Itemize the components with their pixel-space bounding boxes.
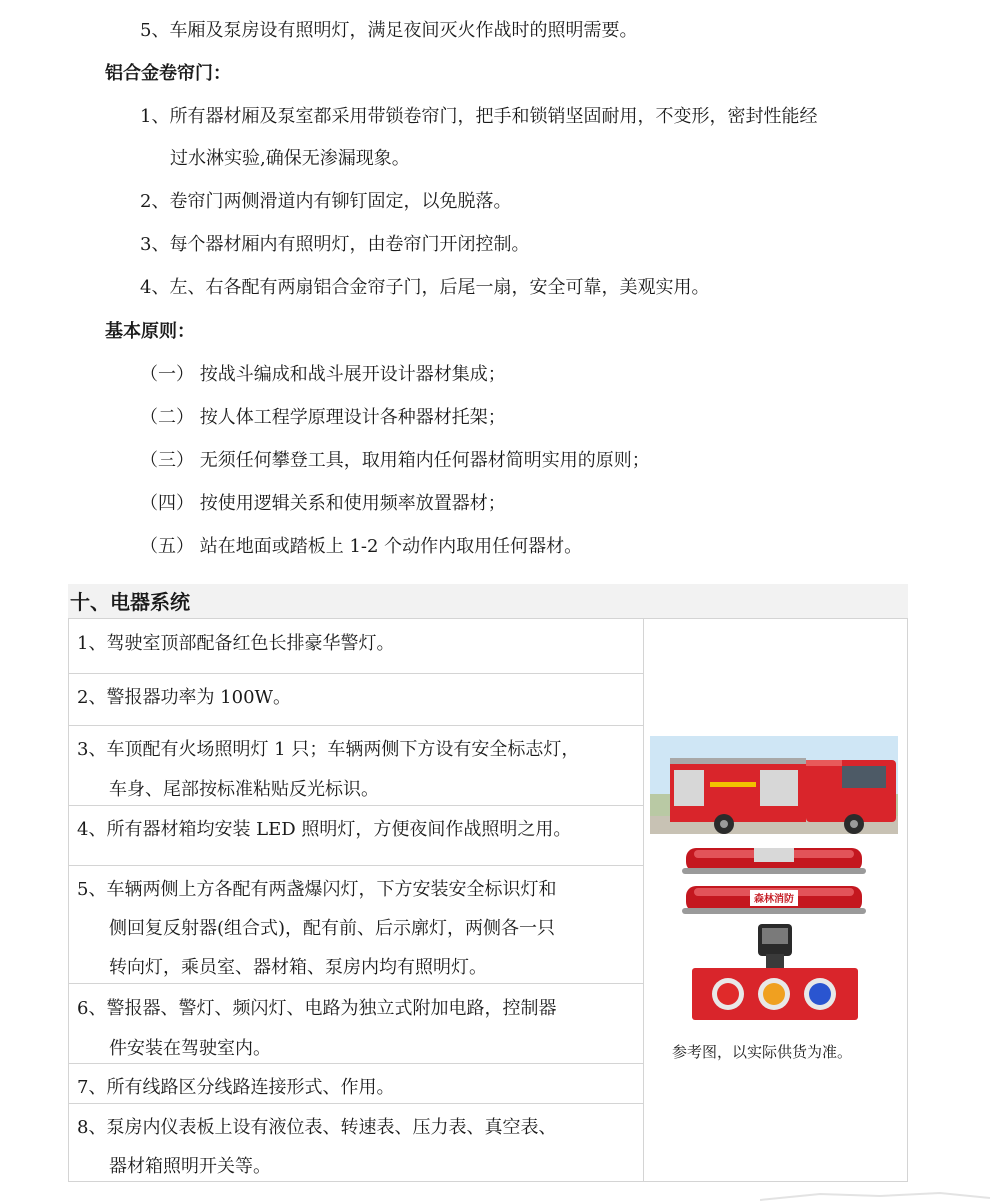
table-row-8-line1: 8、泵房内仪表板上设有液位表、转速表、压力表、真空表、 bbox=[77, 1117, 557, 1138]
roller-door-heading: 铝合金卷帘门： bbox=[105, 63, 231, 84]
roller-door-item-4: 4、左、右各配有两扇铝合金帘子门，后尾一扇，安全可靠，美观实用。 bbox=[140, 277, 710, 298]
roller-door-item-1-line2: 过水淋实验,确保无渗漏现象。 bbox=[170, 148, 410, 169]
table-row-7-line1: 7、所有线路区分线路连接形式、作用。 bbox=[77, 1077, 395, 1098]
table-row-8-line2: 器材箱照明开关等。 bbox=[109, 1156, 271, 1177]
table-row-5-line3: 转向灯，乘员室、器材箱、泵房内均有照明灯。 bbox=[109, 957, 487, 978]
intro-item-5: 5、车厢及泵房设有照明灯，满足夜间灭火作战时的照明需要。 bbox=[140, 20, 638, 41]
section-title: 十、电器系统 bbox=[70, 590, 190, 614]
principle-item-4: （四） 按使用逻辑关系和使用频率放置器材； bbox=[140, 493, 506, 514]
table-row-5-line2: 侧回复反射器(组合式)，配有前、后示廓灯，两侧各一只 bbox=[109, 918, 556, 939]
table-column-divider bbox=[643, 619, 644, 1181]
table-row-divider bbox=[69, 725, 643, 726]
table-row-6-line2: 件安装在驾驶室内。 bbox=[109, 1038, 271, 1059]
table-row-2-line1: 2、警报器功率为 100W。 bbox=[77, 687, 292, 708]
table-row-divider bbox=[69, 673, 643, 674]
table-row-1-line1: 1、驾驶室顶部配备红色长排豪华警灯。 bbox=[77, 633, 395, 654]
reference-figure bbox=[650, 736, 900, 1036]
section-header-bar bbox=[68, 584, 908, 618]
principle-item-3: （三） 无须任何攀登工具，取用箱内任何器材简明实用的原则； bbox=[140, 450, 650, 471]
light-bar-label: 森林消防 bbox=[754, 894, 794, 905]
strobe-light-panel bbox=[692, 968, 858, 1020]
roller-door-item-3: 3、每个器材厢内有照明灯，由卷帘门开闭控制。 bbox=[140, 234, 530, 255]
roller-door-item-2: 2、卷帘门两侧滑道内有铆钉固定，以免脱落。 bbox=[140, 191, 512, 212]
table-row-divider bbox=[69, 1103, 643, 1104]
principle-item-1: （一） 按战斗编成和战斗展开设计器材集成； bbox=[140, 364, 506, 385]
table-row-divider bbox=[69, 805, 643, 806]
table-row-divider bbox=[69, 1063, 643, 1064]
footer-decoration bbox=[760, 1190, 1000, 1202]
light-bar-1 bbox=[682, 848, 866, 874]
table-row-divider bbox=[69, 865, 643, 866]
table-row-5-line1: 5、车辆两侧上方各配有两盏爆闪灯，下方安装安全标识灯和 bbox=[77, 879, 557, 900]
table-row-6-line1: 6、警报器、警灯、频闪灯、电路为独立式附加电路，控制器 bbox=[77, 998, 557, 1019]
table-row-divider bbox=[69, 983, 643, 984]
principle-item-2: （二） 按人体工程学原理设计各种器材托架； bbox=[140, 407, 506, 428]
principle-item-5: （五） 站在地面或踏板上 1-2 个动作内取用任何器材。 bbox=[140, 536, 583, 557]
table-row-4-line1: 4、所有器材箱均安装 LED 照明灯，方便夜间作战照明之用。 bbox=[77, 819, 572, 840]
table-row-3-line1: 3、车顶配有火场照明灯 1 只；车辆两侧下方设有安全标志灯， bbox=[77, 739, 580, 760]
roller-door-item-1-line1: 1、所有器材厢及泵室都采用带锁卷帘门，把手和锁销坚固耐用，不变形，密封性能经 bbox=[140, 106, 818, 127]
figure-caption: 参考图，以实际供货为准。 bbox=[672, 1043, 853, 1061]
searchlight bbox=[758, 924, 792, 968]
fire-truck-photo bbox=[650, 736, 898, 834]
principles-heading: 基本原则： bbox=[105, 321, 195, 342]
table-row-3-line2: 车身、尾部按标准粘贴反光标识。 bbox=[109, 779, 379, 800]
light-bar-2 bbox=[682, 886, 866, 914]
